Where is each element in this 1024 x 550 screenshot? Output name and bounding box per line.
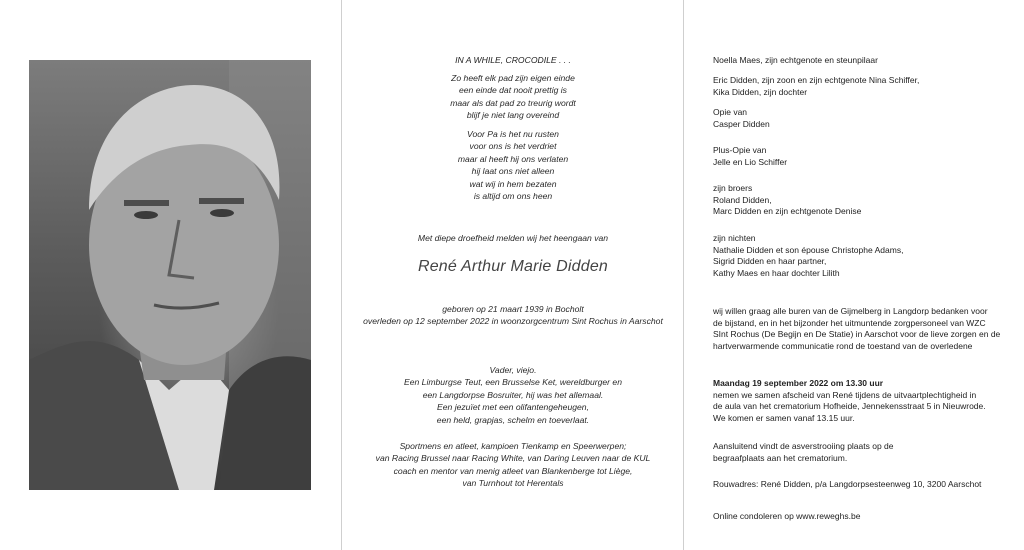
announcement-text [342, 232, 684, 244]
niece-line: Kathy Maes en haar dochter Lilith [713, 267, 840, 278]
poem-line: een einde dat nooit prettig is [459, 85, 567, 96]
poem-stanza-1 [342, 72, 684, 122]
sports-line: van Turnhout tot Herentals [462, 478, 564, 489]
tribute-line: Een jezuïet met een olifantengeheugen, [437, 402, 589, 413]
tribute-line: een Langdorpse Bosruiter, hij was het allemaal. [422, 389, 604, 400]
poem-line: is altijd om ons heen [473, 191, 553, 202]
announcement-line: Met diepe droefheid melden wij het heengaan van [417, 233, 609, 243]
family-son [713, 75, 919, 98]
mourning-address [713, 479, 981, 491]
niece-line: Nathalie Didden et son épouse Christophe Adams, [713, 244, 904, 255]
family-nieces [713, 233, 903, 279]
afterwards-info [713, 441, 894, 464]
ceremony-line: We komen er samen vanaf 13.15 uur. [713, 412, 855, 423]
birth-death-info [342, 303, 684, 328]
poem-line: wat wij in hem bezaten [469, 178, 557, 189]
online-condolences[interactable] [713, 511, 860, 523]
deceased-name: René Arthur Marie Didden [417, 258, 609, 275]
ceremony-info [713, 378, 986, 424]
birth-line: geboren op 21 maart 1939 in Bocholt [442, 304, 584, 314]
ceremony-line: de aula van het crematorium Hofheide, Jennekensstraat 5 in Nieuwrode. [713, 401, 986, 412]
sports-line: coach en mentor van menig atleet van Blankenberge tot Liège, [393, 465, 633, 476]
grandchild-name: Casper Didden [713, 118, 770, 129]
poem-line: maar als dat pad zo treurig wordt [450, 97, 576, 108]
brothers-heading: zijn broers [713, 183, 753, 193]
plus-grandchild-heading: Plus-Opie van [713, 145, 767, 155]
family-spouse [713, 55, 878, 67]
thanks-line: SInt Rochus (De Begijn en De Statie) in Aarschot voor de lieve zorgen en de [713, 329, 1001, 340]
thanks-line: de bijstand, en in het bijzonder het uitmuntende zorgpersoneel van WZC [713, 317, 986, 328]
death-line: overleden op 12 september 2022 in woonzorgcentrum Sint Rochus in Aarschot [363, 316, 663, 327]
family-grandchild [713, 107, 770, 130]
sports-text [342, 440, 684, 490]
afterwards-line: Aansluitend vindt de asverstrooiing plaats op de [713, 441, 894, 451]
poem-line: blijf je niet lang overeind [466, 110, 560, 121]
thanks-line: wij willen graag alle buren van de Gijmelberg in Langdorp bedanken voor [713, 306, 988, 316]
thanks-line: hartverwarmende communicatie rond de toestand van de overledene [713, 340, 973, 351]
grandchild-heading: Opie van [713, 107, 748, 117]
ceremony-date: Maandag 19 september 2022 om 13.30 uur [713, 378, 884, 388]
plus-grandchild-names: Jelle en Lio Schiffer [713, 156, 788, 167]
portrait-photo [29, 60, 311, 490]
poem-line: maar al heeft hij ons verlaten [457, 153, 569, 164]
address-line: Rouwadres: René Didden, p/a Langdorpsesteenweg 10, 3200 Aarschot [713, 479, 982, 489]
niece-line: Sigrid Didden en haar partner, [713, 256, 827, 267]
tribute-text [342, 364, 684, 426]
sports-line: van Racing Brussel naar Racing White, van Daring Leuven naar de KUL [375, 453, 651, 464]
poem-stanza-2 [342, 128, 684, 202]
poem-line: Zo heeft elk pad zijn eigen einde [451, 73, 575, 83]
sports-line: Sportmens en atleet, kampioen Tienkamp en Speerwerpen; [399, 441, 627, 451]
poem-line: hij laat ons niet alleen [471, 166, 555, 177]
tribute-line: een held, grapjas, schelm en toeverlaat. [436, 414, 590, 425]
condolence-link[interactable]: Online condoleren op www.reweghs.be [713, 511, 861, 521]
ceremony-line: nemen we samen afscheid van René tijdens de uitvaartplechtigheid in [713, 389, 977, 400]
tribute-line: Een Limburgse Teut, een Brusselse Ket, wereldburger en [404, 377, 622, 388]
family-brothers [713, 183, 861, 218]
poem-line: voor ons is het verdriet [469, 141, 557, 152]
poem-title: IN A WHILE, CROCODILE . . . [455, 55, 571, 65]
afterwards-line: begraafplaats aan het crematorium. [713, 452, 848, 463]
brother-line: Marc Didden en zijn echtgenote Denise [713, 206, 862, 217]
daughter-line: Kika Didden, zijn dochter [713, 86, 808, 97]
family-plus-grandchild [713, 145, 787, 168]
spouse-line: Noella Maes, zijn echtgenote en steunpilaar [713, 55, 878, 65]
son-line: Eric Didden, zijn zoon en zijn echtgenote Nina Schiffer, [713, 75, 920, 85]
poem-line: Voor Pa is het nu rusten [467, 129, 559, 139]
thanks-text [713, 306, 1000, 352]
tribute-line: Vader, viejo. [489, 365, 537, 375]
nieces-heading: zijn nichten [713, 233, 756, 243]
brother-line: Roland Didden, [713, 194, 772, 205]
